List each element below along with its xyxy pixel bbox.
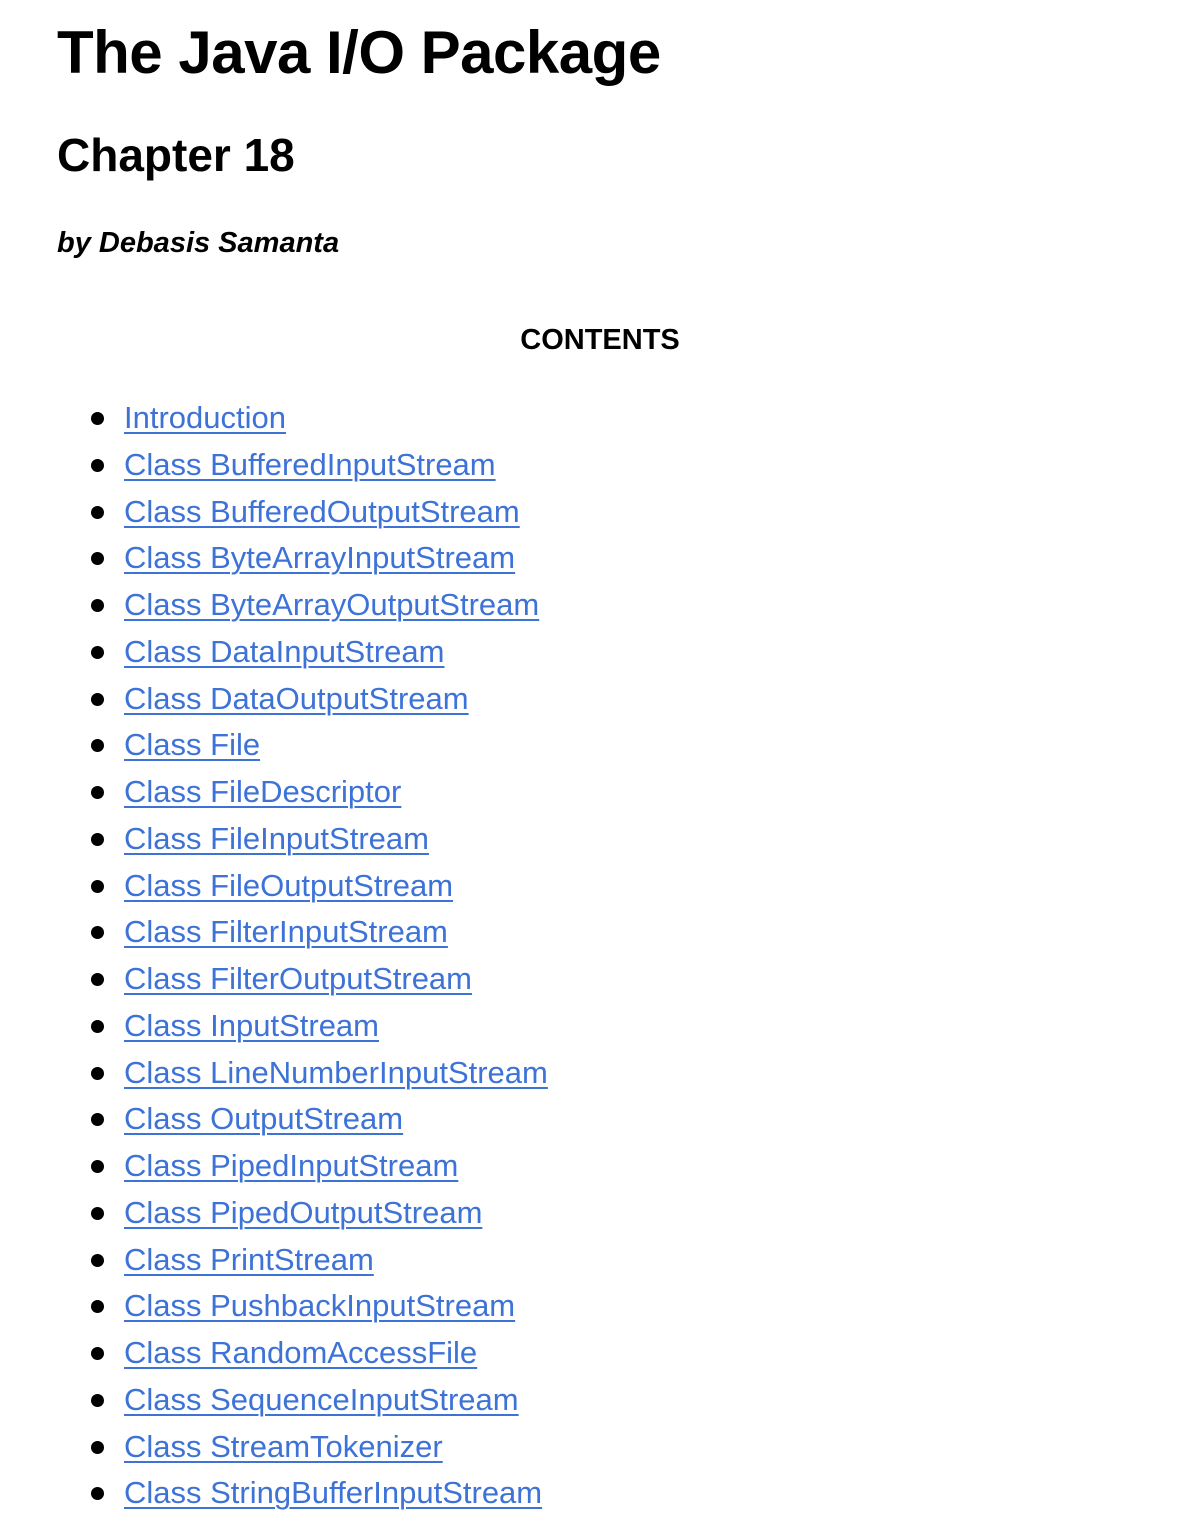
bullet-icon: [91, 646, 104, 659]
list-item: [0, 1190, 548, 1237]
toc-link[interactable]: Class ByteArrayOutputStream: [124, 587, 540, 622]
bullet-icon: [91, 1300, 104, 1313]
list-item: [0, 1143, 548, 1190]
toc-link[interactable]: Class BufferedOutputStream: [124, 493, 520, 529]
toc-link[interactable]: Class File: [124, 727, 261, 763]
toc-link[interactable]: Class StreamTokenizer: [124, 1428, 443, 1464]
list-item: [0, 1470, 548, 1517]
bullet-icon: [91, 693, 104, 706]
list-item: [0, 1050, 548, 1097]
list-item: [0, 769, 548, 816]
list-item: [0, 582, 548, 629]
list-item: [0, 1377, 548, 1424]
toc-link[interactable]: Class PushbackInputStream: [124, 1288, 516, 1324]
toc-link[interactable]: Class BufferedInputStream: [124, 446, 496, 482]
bullet-icon: [91, 1487, 104, 1500]
list-item: [0, 1424, 548, 1471]
list-item: [0, 442, 548, 489]
bullet-icon: [91, 786, 104, 799]
list-item: [0, 956, 548, 1003]
list-item: [0, 489, 548, 536]
bullet-icon: [91, 880, 104, 893]
toc-link[interactable]: Class DataInputStream: [124, 633, 445, 669]
bullet-icon: [91, 926, 104, 939]
table-of-contents: [0, 395, 548, 1517]
toc-link[interactable]: Class ByteArrayInputStream: [124, 540, 516, 576]
toc-link[interactable]: Class PipedInputStream: [124, 1148, 459, 1183]
list-item: [0, 1283, 548, 1330]
contents-heading: CONTENTS: [520, 324, 680, 356]
toc-link[interactable]: Introduction: [124, 400, 286, 435]
toc-link[interactable]: Class LineNumberInputStream: [124, 1054, 548, 1090]
bullet-icon: [91, 552, 104, 565]
bullet-icon: [91, 1347, 104, 1360]
list-item: [0, 909, 548, 956]
bullet-icon: [91, 1394, 104, 1407]
list-item: [0, 816, 548, 863]
list-item: [0, 629, 548, 676]
list-item: [0, 1330, 548, 1377]
page-title: The Java I/O Package: [57, 19, 661, 86]
list-item: [0, 1003, 548, 1050]
toc-link[interactable]: Class StringBufferInputStream: [124, 1475, 543, 1511]
bullet-icon: [91, 599, 104, 612]
toc-link[interactable]: Class FilterInputStream: [124, 914, 448, 950]
toc-link[interactable]: Class FileOutputStream: [124, 867, 454, 903]
bullet-icon: [91, 459, 104, 472]
list-item: [0, 863, 548, 910]
toc-link[interactable]: Class OutputStream: [124, 1101, 404, 1137]
list-item: [0, 1096, 548, 1143]
bullet-icon: [91, 1067, 104, 1080]
bullet-icon: [91, 1020, 104, 1033]
bullet-icon: [91, 412, 104, 425]
bullet-icon: [91, 1254, 104, 1267]
toc-link[interactable]: Class InputStream: [124, 1007, 379, 1043]
toc-link[interactable]: Class PrintStream: [124, 1241, 374, 1277]
toc-link[interactable]: Class FileDescriptor: [124, 774, 402, 809]
list-item: [0, 722, 548, 769]
list-item: [0, 535, 548, 582]
bullet-icon: [91, 1113, 104, 1126]
toc-link[interactable]: Class FilterOutputStream: [124, 961, 472, 996]
toc-link[interactable]: Class SequenceInputStream: [124, 1381, 519, 1417]
bullet-icon: [91, 1160, 104, 1173]
toc-link[interactable]: Class DataOutputStream: [124, 680, 469, 716]
bullet-icon: [91, 833, 104, 846]
list-item: [0, 676, 548, 723]
bullet-icon: [91, 506, 104, 519]
bullet-icon: [91, 1441, 104, 1454]
toc-link[interactable]: Class RandomAccessFile: [124, 1335, 478, 1370]
bullet-icon: [91, 1207, 104, 1220]
list-item: [0, 1237, 548, 1284]
bullet-icon: [91, 739, 104, 752]
author-byline: by Debasis Samanta: [57, 227, 340, 259]
chapter-heading: Chapter 18: [57, 129, 295, 181]
bullet-icon: [91, 973, 104, 986]
list-item: [0, 395, 548, 442]
toc-link[interactable]: Class FileInputStream: [124, 820, 429, 856]
toc-link[interactable]: Class PipedOutputStream: [124, 1194, 483, 1230]
